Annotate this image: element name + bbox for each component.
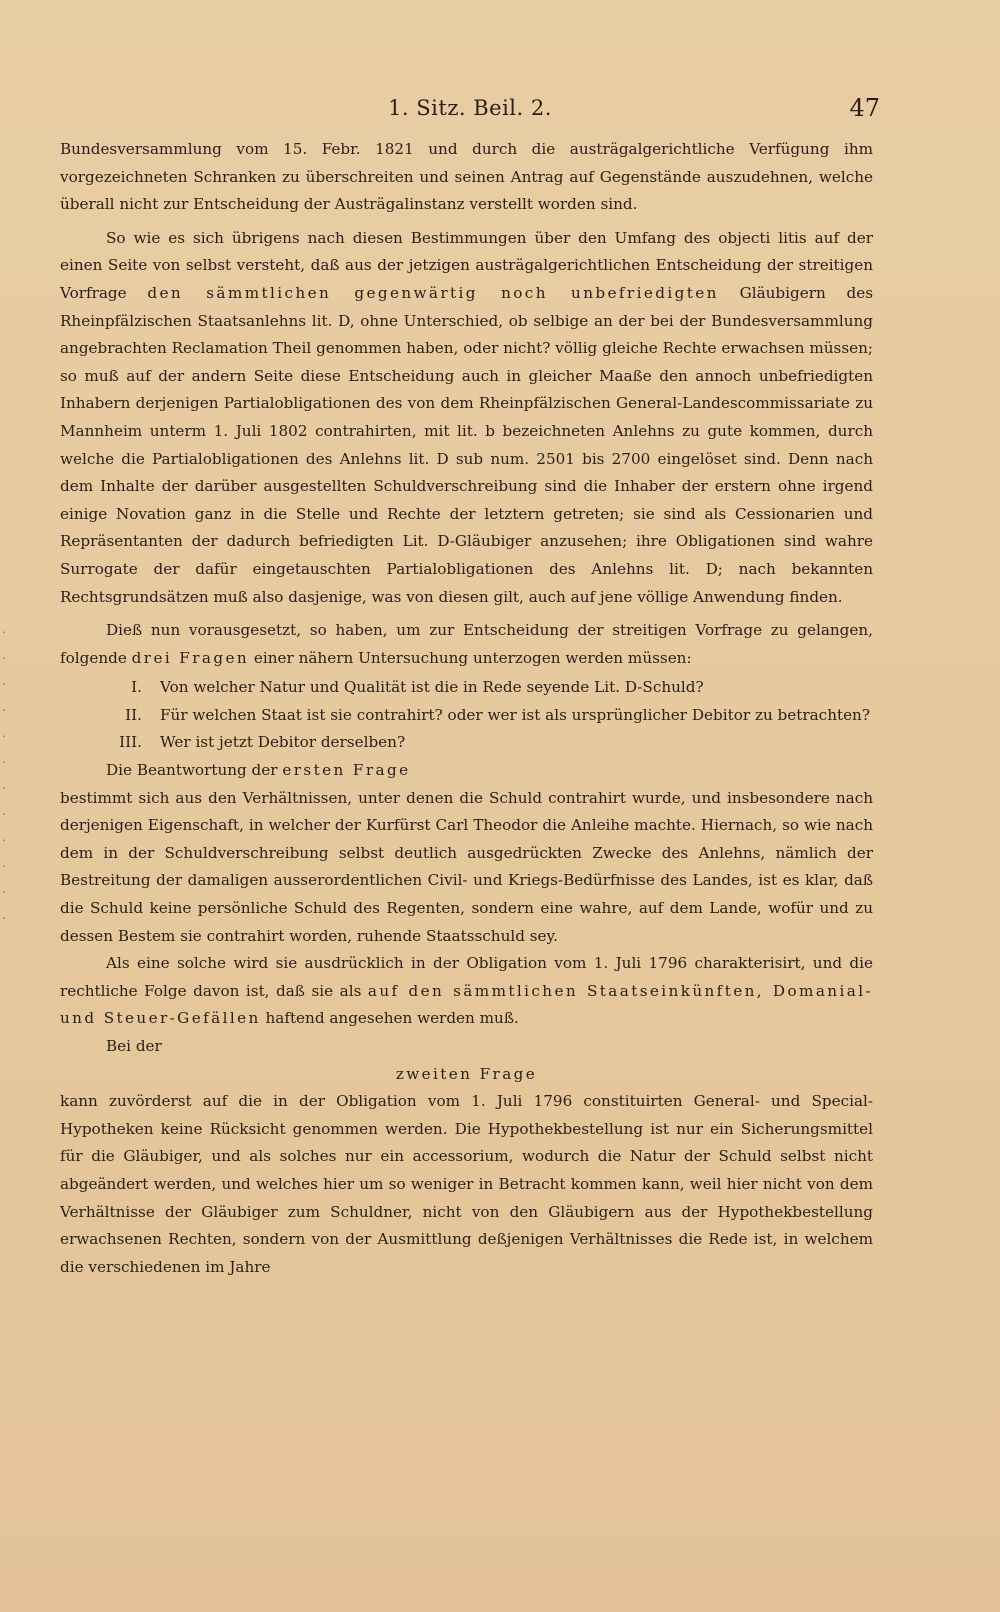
margin-mark: ·: [2, 782, 6, 795]
page-number: 47: [849, 94, 880, 122]
question-number: III.: [119, 733, 142, 752]
running-head: 1. Sitz. Beil. 2.: [388, 96, 552, 120]
margin-mark: ·: [2, 678, 6, 691]
margin-mark: ·: [2, 912, 6, 925]
margin-mark: ·: [2, 808, 6, 821]
question-list: [60, 674, 873, 757]
paragraph-6-part-a: Als eine solche wird sie ausdrücklich in der Obligation vom 1. Juli 1796 charakterisirt, und die rechtliche Folge davon ist, daß sie als: [60, 954, 873, 1000]
paragraph-6: [60, 950, 873, 1033]
question-text: Von welcher Natur und Qualität ist die in Rede seyende Lit. D-Schuld?: [160, 678, 704, 697]
paragraph-1: Bundesversammlung vom 15. Febr. 1821 und durch die austrägalgerichtliche Verfügung ihm vorgezeichneten Schranken zu überschreiten und seinen Antrag auf Gegenstände auszudehnen, welche überall nicht zur Entscheidung der Austrägalinstanz verstellt worden sind.: [60, 140, 873, 214]
question-item: [60, 702, 873, 730]
margin-mark: ·: [2, 886, 6, 899]
paragraph-3-spaced: drei Fragen: [131, 648, 250, 667]
question-item: [60, 674, 873, 702]
margin-mark: ·: [2, 834, 6, 847]
paragraph-7: Bei der: [106, 1037, 162, 1055]
section-heading-second-question: zweiten Frage: [395, 1064, 538, 1083]
question-text: Wer ist jetzt Debitor derselben?: [160, 733, 406, 752]
margin-mark: ·: [2, 704, 6, 717]
paragraph-4-part-a: Die Beantwortung der: [106, 761, 278, 780]
paragraph-2-spaced: den sämmtlichen gegenwärtig noch unbefriedigten: [147, 283, 719, 302]
paragraph-9: kann zuvörderst auf die in der Obligation vom 1. Juli 1796 constituirten General- und Special-Hypotheken keine Rücksicht genommen werden. Die Hypothekbestellung ist nur ein Sicherungsmittel für die Gläubiger, und als solches nur ein accessorium, wodurch die Natur der Schuld selbst nicht abgeändert werden, und welches hier um so weniger in Betracht kommen kann, weil hier nicht von dem Verhältnisse der Gläubiger zum Schuldner, nicht von den Gläubigern aus der Hypothekbestellung erwachsenen Rechten, sondern von der Ausmittlung deßjenigen Verhältnisses die Rede ist, in welchem die verschiedenen im Jahre: [60, 1092, 873, 1276]
question-number: II.: [125, 705, 142, 724]
body-text: [60, 136, 873, 1281]
margin-mark: ·: [2, 860, 6, 873]
margin-mark: ·: [2, 626, 6, 639]
paragraph-2-part-a: So wie es sich übrigens nach diesen Bestimmungen über den Umfang des objecti litis auf der einen Seite von selbst versteht, daß aus der jetzigen austrägalgerichtlichen Entscheidung der streitigen Vorfrage: [60, 228, 873, 302]
margin-mark: ·: [2, 652, 6, 665]
paragraph-2: [60, 225, 873, 611]
question-number: I.: [131, 678, 142, 697]
margin-mark: ·: [2, 730, 6, 743]
page-header: [60, 94, 880, 128]
paragraph-4: [60, 757, 873, 785]
paragraph-3-part-a: Dieß nun vorausgesetzt, so haben, um zur Entscheidung der streitigen Vorfrage zu gelangen, folgende: [60, 621, 873, 667]
paragraph-2-part-b: Gläubigern des Rheinpfälzischen Staatsanlehns lit. D, ohne Unterschied, ob selbige an der bei der Bundesversammlung angebrachten Reclamation Theil genommen haben, oder nicht? völlig gleiche Rechte erwachsen müssen; so muß auf der andern Seite diese Entscheidung auch in gleicher Maaße den annoch unbefriedigten Inhabern derjenigen Partialobligationen des von dem Rheinpfälzischen General-Landescommissariate zu Mannheim unterm 1. Juli 1802 contrahirten, mit lit. b bezeichneten Anlehns zu gute kommen, durch welche die Partialobligationen des Anlehns lit. D sub num. 2501 bis 2700 eingelöset sind. Denn nach dem Inhalte der darüber ausgestellten Schuldverschreibung sind die Inhaber der erstern ohne irgend einige Novation ganz in die Stelle und Rechte der letztern getreten; sie sind als Cessionarien und Repräsentanten der dadurch befriedigten Lit. D-Gläubiger anzusehen; ihre Obligationen sind wahre Surrogate der dafür eingetauschten Partialobligationen des Anlehns lit. D; nach bekannten Rechtsgrundsätzen muß also dasjenige, was von diesen gilt, auch auf jene völlige Anwendung finden.: [60, 283, 874, 606]
paragraph-4-spaced: ersten Frage: [282, 761, 411, 780]
question-text: Für welchen Staat ist sie contrahirt? oder wer ist als ursprünglicher Debitor zu betrachten?: [160, 705, 870, 724]
paragraph-5: bestimmt sich aus den Verhältnissen, unter denen die Schuld contrahirt wurde, und insbesondere nach derjenigen Eigenschaft, in welcher der Kurfürst Carl Theodor die Anleihe machte. Hiernach, so wie nach dem in der Schuldverschreibung selbst deutlich ausgedrückten Zwecke des Anlehns, nämlich der Bestreitung der damaligen ausserordentlichen Civil- und Kriegs-Bedürfnisse des Landes, ist es klar, daß die Schuld keine persönliche Schuld des Regenten, sondern eine wahre, auf dem Lande, wofür und zu dessen Bestem sie contrahirt worden, ruhende Staatsschuld sey.: [60, 788, 873, 945]
paragraph-6-spaced: auf den sämmtlichen Staatseinkünften, Domanial- und Steuer-Gefällen: [60, 981, 873, 1028]
margin-mark: ·: [2, 756, 6, 769]
paragraph-3-part-b: einer nähern Untersuchung unterzogen werden müssen:: [253, 648, 692, 667]
question-item: [60, 729, 873, 757]
margin-marks: [2, 620, 12, 932]
paragraph-3: [60, 617, 873, 672]
paragraph-6-part-b: haftend angesehen werden muß.: [265, 1009, 519, 1028]
